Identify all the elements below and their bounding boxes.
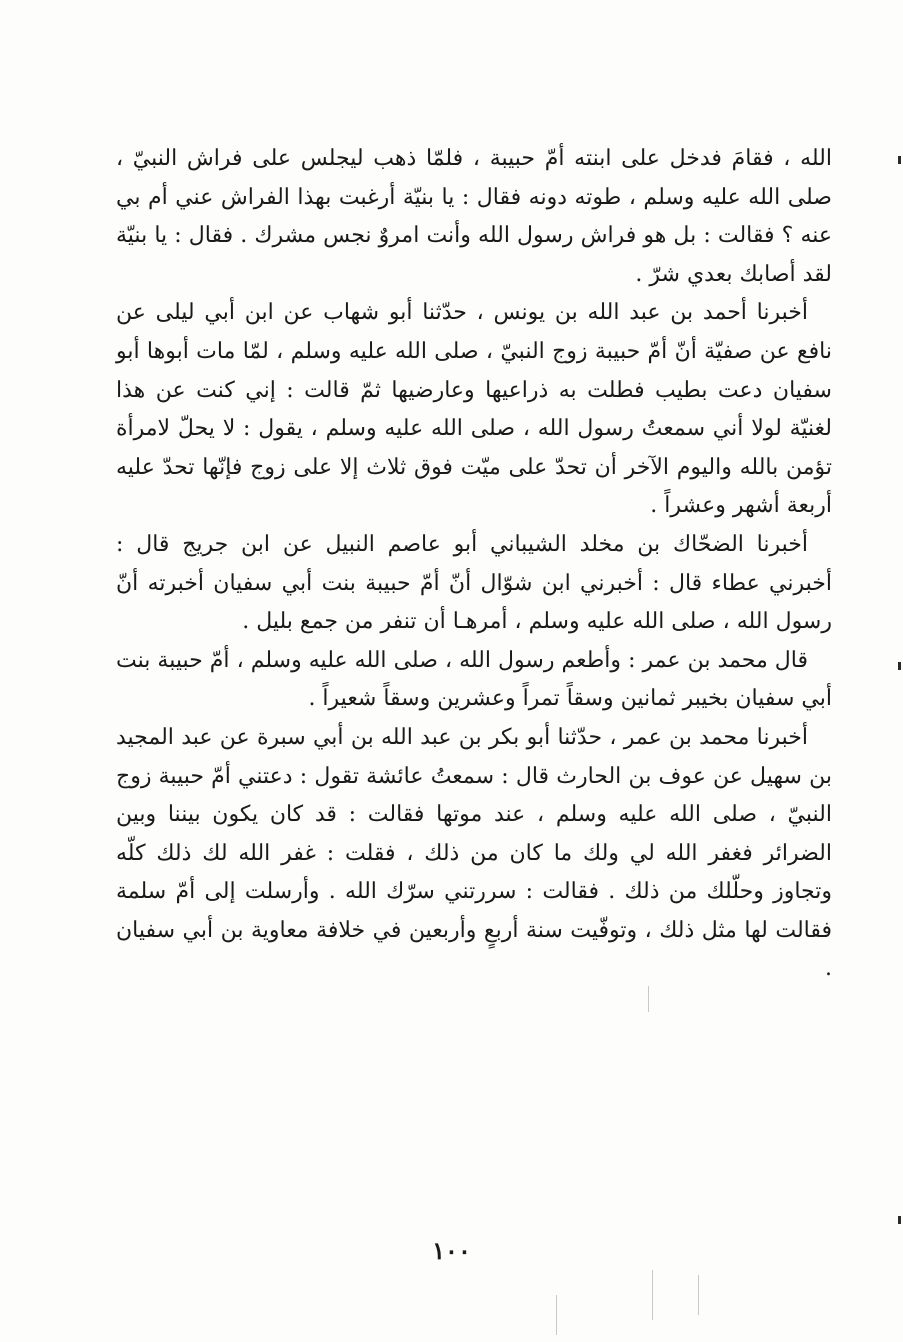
paragraph-2: أخبرنا أحمد بن عبد الله بن يونس ، حدّثنا أبو شهاب عن ابن أبي ليلى عن نافع عن صفيّة أنّ أمّ حبيبة زوج النبيّ ، صلى الله عليه وسلم ، لمّا مات أبوها أبو سفيان دعت بطيب فطلت به ذراعيها وعارضيها ثمّ قالت : إني كنت عن هذا لغنيّة لولا أني سمعتُ رسول الله ، صلى الله عليه وسلم ، يقول : لا يحلّ لامرأة تؤمن بالله واليوم الآخر أن تحدّ على ميّت فوق ثلاث إلا على زوج فإنّها تحدّ عليه أربعة أشهر وعشراً .	[116, 300, 832, 519]
scan-faint-line	[652, 1270, 653, 1320]
scan-edge-mark	[898, 1216, 901, 1224]
scan-faint-line	[648, 986, 649, 1012]
scan-faint-line	[556, 1295, 557, 1335]
paragraph-1: الله ، فقامَ فدخل على ابنته أمّ حبيبة ، فلمّا ذهب ليجلس على فراش النبيّ ، صلى الله عليه وسلم ، طوته دونه فقال : يا بنيّة أرغبت بهذا الفراش عني أم بي عنه ؟ فقالت : بل هو فراش رسول الله وأنت امروٌ نجس مشرك . فقال : يا بنيّة لقد أصابك بعدي شرّ .	[116, 146, 832, 287]
scan-edge-mark	[898, 662, 901, 670]
body-text	[116, 140, 832, 989]
paragraph-5: أخبرنا محمد بن عمر ، حدّثنا أبو بكر بن عبد الله بن أبي سبرة عن عبد المجيد بن سهيل عن عوف بن الحارث قال : سمعتُ عائشة تقول : دعتني أمّ حبيبة زوج النبيّ ، صلى الله عليه وسلم ، عند موتها فقالت : قد كان يكون بيننا وبين الضرائر فغفر الله لي ولك ما كان من ذلك ، فقلت : غفر الله لك ذلك كلّه وتجاوز وحلّلك من ذلك . فقالت : سررتني سرّك الله . وأرسلت إلى أمّ سلمة فقالت لها مثل ذلك ، وتوفّيت سنة أربعٍ وأربعين في خلافة معاوية بن أبي سفيان .	[116, 724, 832, 982]
page-number: ١٠٠	[432, 1236, 471, 1265]
paragraph-4: قال محمد بن عمر : وأطعم رسول الله ، صلى الله عليه وسلم ، أمّ حبيبة بنت أبي سفيان بخيبر ثمانين وسقاً تمراً وعشرين وسقاً شعيراً .	[116, 647, 832, 712]
scan-faint-line	[698, 1275, 699, 1315]
paragraph-3: أخبرنا الضحّاك بن مخلد الشيباني أبو عاصم النبيل عن ابن جريج قال : أخبرني عطاء قال : أخبرني ابن شوّال أنّ أمّ حبيبة بنت أبي سفيان أخبرته أنّ رسول الله ، صلى الله عليه وسلم ، أمرهـا أن تنفر من جمع بليل .	[116, 531, 832, 635]
scan-edge-mark	[898, 156, 901, 164]
